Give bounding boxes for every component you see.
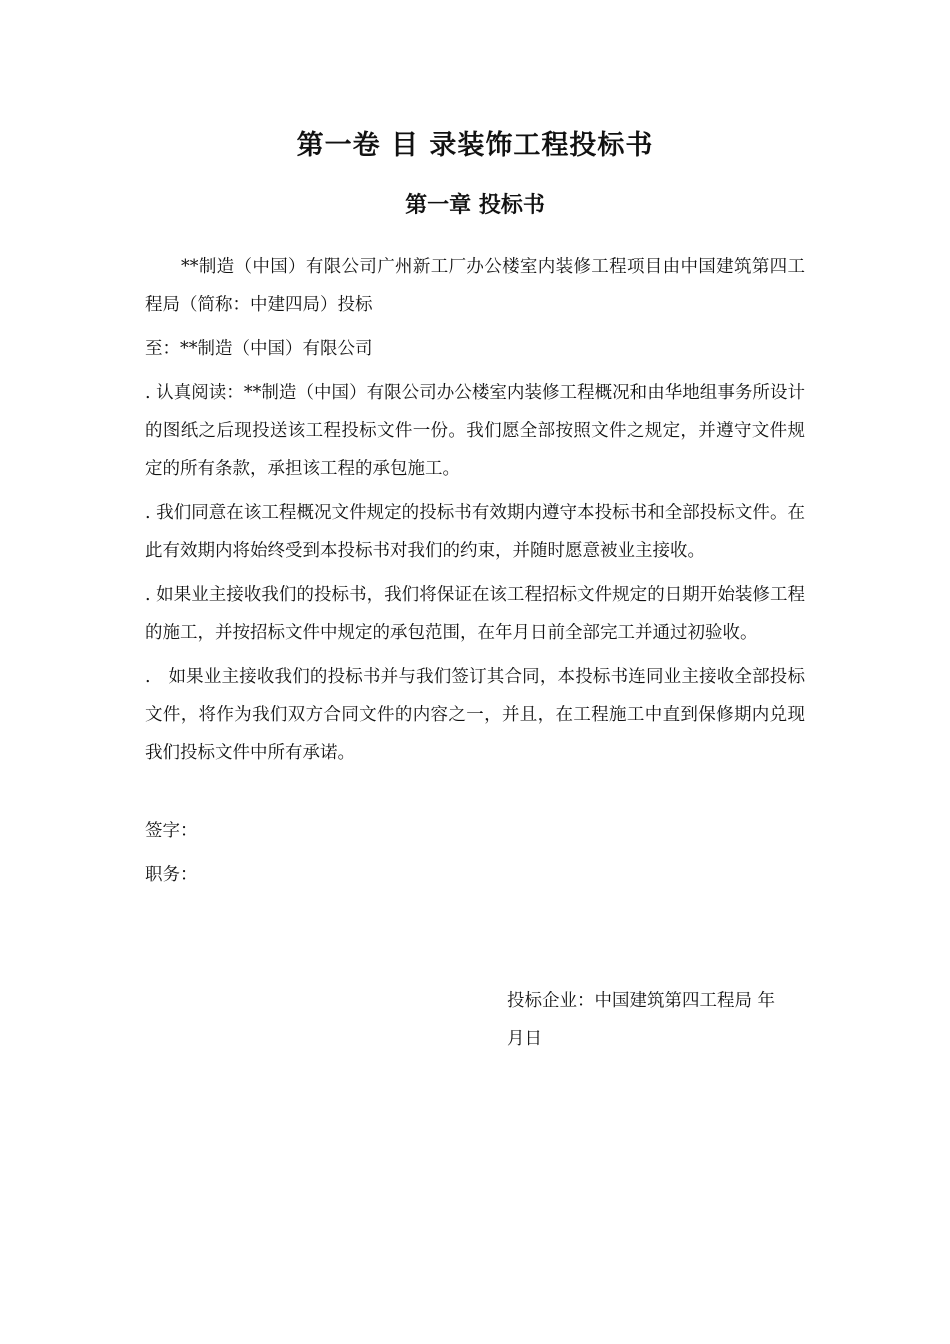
intro-paragraph: **制造（中国）有限公司广州新工厂办公楼室内装修工程项目由中国建筑第四工程局（简称：中建四局）投标 xyxy=(145,257,805,315)
chapter-title: 第一章 投标书 xyxy=(405,193,545,218)
position-label: 职务： xyxy=(145,865,198,885)
company-line: 投标企业：中国建筑第四工程局 年 xyxy=(507,991,776,1011)
clause-paragraph-3: . 如果业主接收我们的投标书，我们将保证在该工程招标文件规定的日期开始装修工程的施工，并按招标文件中规定的承包范围，在年月日前全部完工并通过初验收。 xyxy=(145,585,805,643)
date-line: 月日 xyxy=(507,1029,542,1049)
company-signature-block xyxy=(507,982,807,1058)
clause-paragraph-4: . 如果业主接收我们的投标书并与我们签订其合同，本投标书连同业主接收全部投标文件，将作为我们双方合同文件的内容之一，并且，在工程施工中直到保修期内兑现我们投标文件中所有承诺。 xyxy=(145,667,805,763)
clause-paragraph-2: . 我们同意在该工程概况文件规定的投标书有效期内遵守本投标书和全部投标文件。在此有效期内将始终受到本投标书对我们的约束，并随时愿意被业主接收。 xyxy=(145,503,805,561)
clause-paragraph-1: . 认真阅读：**制造（中国）有限公司办公楼室内装修工程概况和由华地组事务所设计的图纸之后现投送该工程投标文件一份。我们愿全部按照文件之规定，并遵守文件规定的所有条款，承担该工程的承包施工。 xyxy=(145,383,805,479)
signature-label: 签字： xyxy=(145,821,198,841)
document-body xyxy=(145,248,805,900)
addressee-line: 至：**制造（中国）有限公司 xyxy=(145,339,373,359)
document-title: 第一卷 目 录装饰工程投标书 xyxy=(296,130,654,161)
